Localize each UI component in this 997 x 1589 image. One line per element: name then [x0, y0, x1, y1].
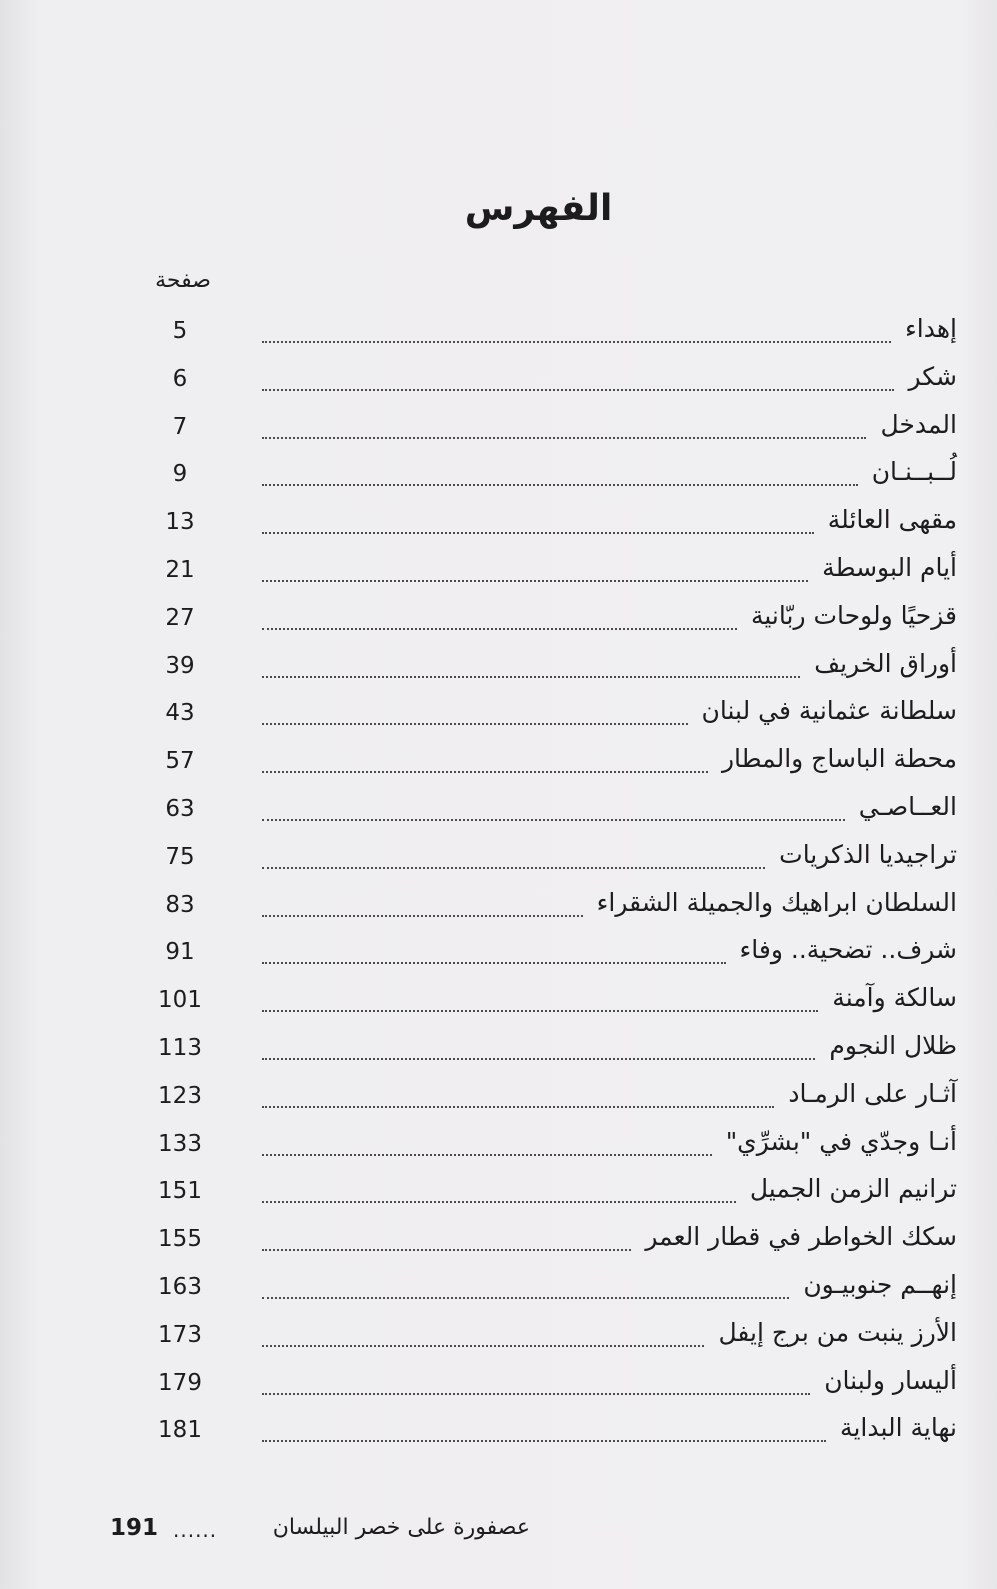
toc-entry-title: أليسار ولبنان: [824, 1365, 957, 1395]
toc-entry-page: 101: [158, 987, 202, 1014]
toc-entry-page: 75: [165, 843, 195, 870]
toc-entry: [0, 308, 997, 356]
toc-entry-leader: [262, 915, 583, 917]
toc-entry: [0, 690, 997, 738]
toc-entry-leader: [262, 341, 891, 343]
toc-entry-leader: [262, 580, 808, 582]
toc-entry-title: أنـا وجدّي في "بشرِّي": [725, 1126, 957, 1156]
toc-entry-page: 63: [165, 796, 195, 822]
toc-entry: [0, 1360, 997, 1408]
toc-entry-title: إنهــم جنوبيـون: [803, 1270, 957, 1299]
footer-page-number: 191: [110, 1515, 159, 1541]
toc-entry-leader: [262, 819, 845, 821]
toc-entry-leader: [262, 771, 708, 773]
toc-entry-leader: [262, 1154, 712, 1156]
toc-entry: [0, 451, 997, 499]
toc-entry-title: أيام البوسطة: [822, 553, 957, 582]
toc-entry: [0, 1121, 997, 1169]
toc-entry-title: تراجيديا الذكريات: [779, 839, 957, 869]
toc-entry: [0, 1025, 997, 1073]
toc-entry: [0, 977, 997, 1025]
toc-entry-title: أوراق الخريف: [814, 648, 957, 678]
toc-entry-page: 133: [158, 1130, 202, 1157]
footer-dots: ......: [173, 1518, 218, 1542]
toc-entry-page: 7: [172, 413, 188, 440]
toc-entry-title: نهاية البداية: [840, 1413, 957, 1443]
toc-entry-page: 9: [172, 461, 188, 488]
toc-entry-leader: [262, 1058, 815, 1060]
toc-entry-page: 123: [158, 1082, 202, 1109]
toc-entry: [0, 1073, 997, 1121]
page-column-header: صفحة: [155, 268, 211, 293]
toc-entry-leader: [262, 1010, 818, 1012]
toc-entry: [0, 882, 997, 930]
toc-entry: [0, 929, 997, 977]
toc-entry-title: قزحيًا ولوحات ربّانية: [750, 600, 957, 630]
toc-entry-title: الأرز ينبت من برج إيفل: [718, 1317, 957, 1347]
toc-entry-title: العــاصـي: [858, 792, 957, 821]
toc-entry-title: شرف.. تضحية.. وفاء: [739, 935, 957, 965]
toc-entry-page: 21: [165, 557, 195, 583]
toc-entry: [0, 1216, 997, 1264]
toc-entry-leader: [262, 389, 894, 391]
page-title: الفهرس: [464, 188, 613, 229]
toc-entry-page: 13: [165, 509, 195, 536]
toc-entry: [0, 834, 997, 882]
toc-entry-title: آثـار على الرمـاد: [788, 1078, 957, 1108]
toc-entry-page: 27: [165, 604, 195, 631]
toc-entry-title: شكر: [908, 361, 957, 391]
toc-entry-page: 83: [165, 891, 195, 918]
toc-entry-title: ترانيم الزمن الجميل: [749, 1174, 957, 1204]
toc-entry: [0, 1312, 997, 1360]
toc-entry-title: محطة الباساج والمطار: [721, 744, 957, 774]
toc-entry-title: سلطانة عثمانية في لبنان: [701, 696, 957, 726]
toc-entry-leader: [262, 1201, 736, 1203]
toc-entry-page: 173: [158, 1321, 202, 1348]
toc-entry-leader: [262, 962, 726, 964]
toc-entry: [0, 499, 997, 547]
toc-entry-page: 163: [158, 1274, 202, 1300]
toc-entry-leader: [262, 437, 866, 439]
toc-entry: [0, 738, 997, 786]
toc-entry-leader: [262, 1106, 774, 1108]
toc-entry-leader: [262, 484, 858, 486]
toc-entry-title: إهداء: [905, 314, 957, 343]
toc-entry: [0, 1407, 997, 1455]
toc-entry-title: السلطان ابراهيك والجميلة الشقراء: [596, 887, 957, 917]
toc-entry: [0, 356, 997, 404]
toc-entry-leader: [262, 532, 814, 534]
toc-entry-leader: [262, 1440, 826, 1442]
toc-entry-title: سالكة وآمنة: [832, 983, 957, 1013]
toc-entry: [0, 547, 997, 595]
toc-entry-page: 39: [165, 652, 195, 679]
toc-entry-page: 151: [158, 1178, 202, 1205]
toc-entry-leader: [262, 676, 800, 678]
toc-entry-page: 91: [165, 939, 195, 966]
toc-entry-leader: [262, 1393, 810, 1395]
toc-entry-page: 6: [172, 365, 188, 392]
toc-entry-page: 5: [172, 318, 188, 344]
toc-entry-title: مقهى العائلة: [827, 505, 957, 535]
toc-entry: [0, 595, 997, 643]
toc-entry-leader: [262, 723, 688, 725]
toc-entry-title: لُــبــنـان: [871, 457, 957, 487]
toc-entry-title: المدخل: [880, 409, 957, 439]
toc-entry-leader: [262, 1249, 631, 1251]
toc-entry-page: 181: [158, 1417, 202, 1444]
toc-entry-page: 57: [165, 748, 195, 775]
toc-entry: [0, 643, 997, 691]
toc-entry: [0, 786, 997, 834]
toc-entry-page: 43: [165, 700, 195, 727]
toc-entry: [0, 404, 997, 452]
toc-entry-page: 113: [158, 1035, 202, 1061]
toc-entry-title: ظلال النجوم: [829, 1031, 957, 1060]
toc-entry-page: 179: [158, 1369, 202, 1396]
toc-entry-leader: [262, 867, 765, 869]
toc-entry: [0, 1168, 997, 1216]
footer-book-title: عصفورة على خصر البيلسان: [272, 1515, 530, 1540]
toc-entry-leader: [262, 1345, 704, 1347]
toc-entry-title: سكك الخواطر في قطار العمر: [645, 1222, 957, 1252]
toc-entry-leader: [262, 1297, 789, 1299]
toc-entry-leader: [262, 628, 737, 630]
toc-entry-page: 155: [158, 1226, 202, 1253]
toc-entry: [0, 1264, 997, 1312]
